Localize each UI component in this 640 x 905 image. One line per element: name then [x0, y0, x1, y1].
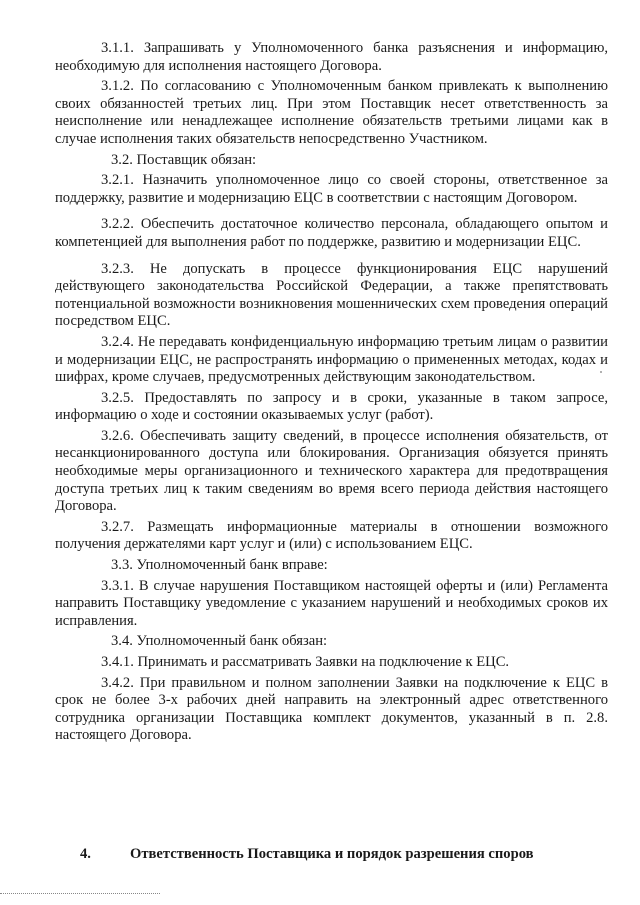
scan-speck: [600, 371, 602, 373]
clause-3-2-5: 3.2.5. Предоставлять по запросу и в сроки, указанные в таком запросе, информацию о ходе и состоянии оказываемых услуг (работ).: [55, 389, 608, 424]
clause-3-2: 3.2. Поставщик обязан:: [111, 151, 257, 168]
clause-3-4-1: 3.4.1. Принимать и рассматривать Заявки на подключение к ЕЦС.: [101, 654, 510, 670]
section-number: 4.: [80, 846, 91, 862]
footer-dotted-line: [0, 893, 160, 894]
clause-3-2-2: 3.2.2. Обеспечить достаточное количество персонала, обладающего опытом и компетенцией для выполнения работ по поддержке, развитию и модернизации ЕЦС.: [55, 216, 608, 250]
clause-3-1-2: 3.1.2. По согласованию с Уполномоченным банком привлекать к выполнению своих обязанностей третьих лиц. При этом Поставщик несет ответственность за неисполнение или ненадлежащее исполнение обязательств третьими лицами как в случае исполнения таких обязательств непосредственно Участником.: [55, 78, 608, 147]
clause-3-4-2: 3.4.2. При правильном и полном заполнении Заявки на подключение к ЕЦС в срок не более 3-х рабочих дней направить на электронный адрес ответственного сотрудника организации Поставщика комплект документов, указанный в п. 2.8. настоящего Договора.: [55, 674, 608, 744]
clause-3-2-3: 3.2.3. Не допускать в процессе функционирования ЕЦС нарушений действующего законодательства Российской Федерации, а также препятствовать потенциальной возможности возникновения мошеннических схем проведения операций посредством ЕЦС.: [55, 260, 608, 330]
clause-3-3: 3.3. Уполномоченный банк вправе:: [111, 557, 328, 574]
section-heading: [80, 846, 534, 863]
clause-3-1-1: 3.1.1. Запрашивать у Уполномоченного банка разъяснения и информацию, необходимую для исполнения настоящего Договора.: [55, 40, 608, 74]
clause-3-2-7: 3.2.7. Размещать информационные материалы в отношении возможного получения держателями карт услуг и (или) с использованием ЕЦС.: [55, 518, 608, 553]
clause-3-3-1: 3.3.1. В случае нарушения Поставщиком настоящей оферты и (или) Регламента направить Поставщику уведомление с указанием нарушений и необходимых сроков их исправления.: [55, 577, 608, 629]
clause-3-4: 3.4. Уполномоченный банк обязан:: [111, 633, 328, 650]
clause-3-2-1: 3.2.1. Назначить уполномоченное лицо со своей стороны, ответственное за поддержку, развитие и модернизацию ЕЦС в соответствии с настоящим Договором.: [55, 172, 608, 206]
section-title: Ответственность Поставщика и порядок разрешения споров: [130, 846, 534, 862]
clause-3-2-4: 3.2.4. Не передавать конфиденциальную информацию третьим лицам о развитии и модернизации ЕЦС, не распространять информацию о примененных методах, кодах и шифрах, кроме случаев, предусмотренных действующим законодательством.: [55, 333, 608, 386]
clause-3-2-6: 3.2.6. Обеспечивать защиту сведений, в процессе исполнения обязательств, от несанкционированного доступа или блокирования. Организация обязуется принять необходимые меры организационного и технического характера для предотвращения доступа третьих лиц к таким сведениям во время всего периода действия настоящего Договора.: [55, 427, 608, 515]
